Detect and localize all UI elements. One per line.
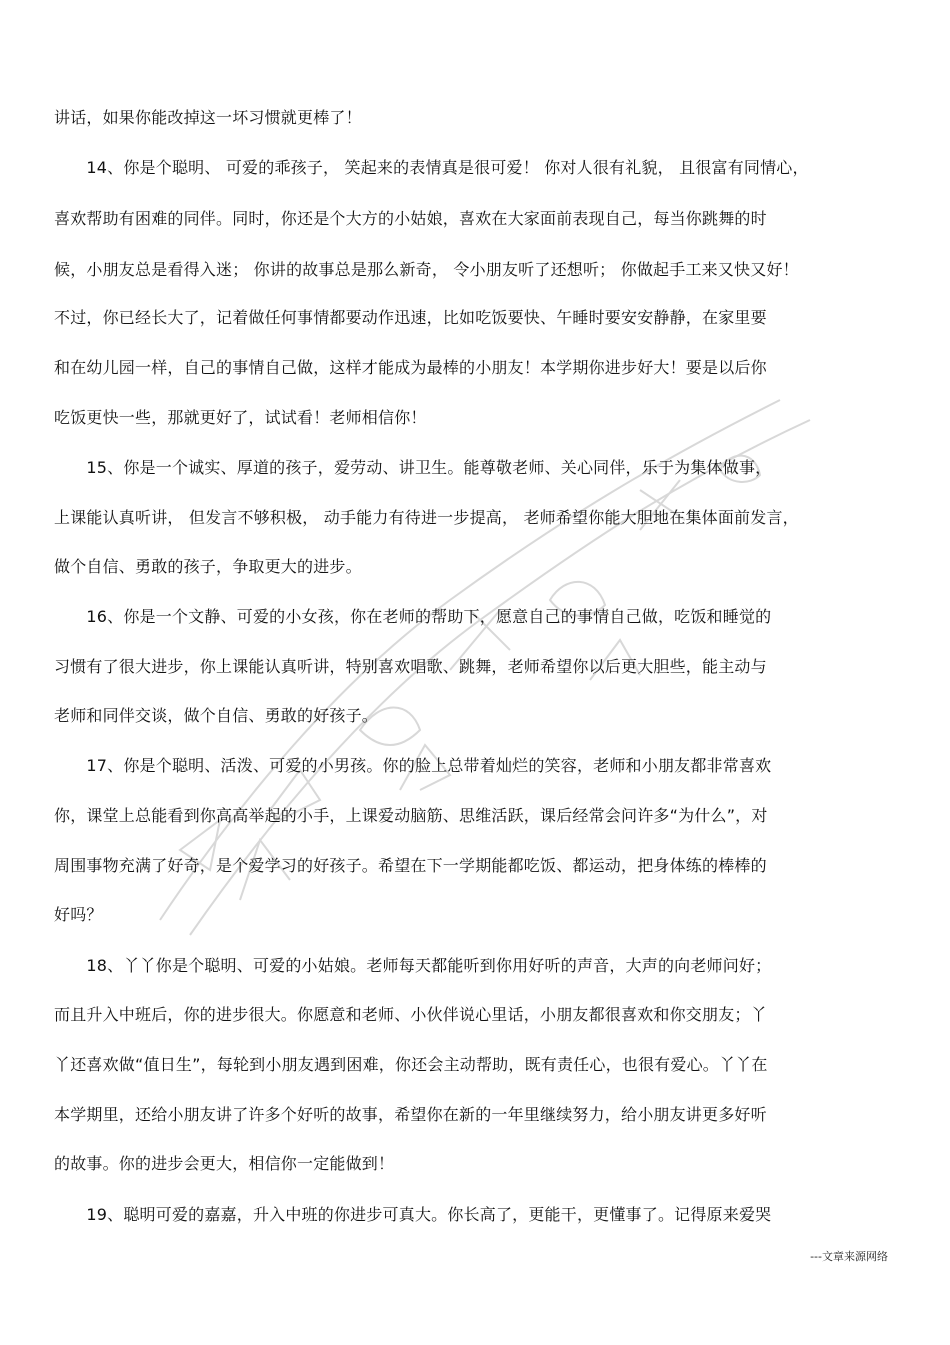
text-line: 讲话，如果你能改掉这一坏习惯就更棒了！: [54, 108, 362, 127]
text-line: 不过，你已经长大了，记着做任何事情都要动作迅速，比如吃饭要快、午睡时要安安静静，在家里要: [54, 308, 767, 327]
text-line: 的故事。你的进步会更大，相信你一定能做到！: [54, 1154, 395, 1173]
text-line: 你，课堂上总能看到你高高举起的小手，上课爱动脑筋、思维活跃，课后经常会问许多“为什么”，对: [54, 806, 768, 825]
text-line: 而且升入中班后，你的进步很大。你愿意和老师、小伙伴说心里话，小朋友都很喜欢和你交朋友；丫: [54, 1005, 767, 1024]
text-line: 17、你是个聪明、活泼、可爱的小男孩。你的脸上总带着灿烂的笑容，老师和小朋友都非常喜欢: [54, 756, 772, 775]
page-footer-source: ---文章来源网络: [810, 1250, 888, 1263]
text-line: 18、丫丫你是个聪明、可爱的小姑娘。老师每天都能听到你用好听的声音，大声的向老师问好；: [54, 956, 772, 975]
text-line: 喜欢帮助有困难的同伴。同时，你还是个大方的小姑娘，喜欢在大家面前表现自己，每当你跳舞的时: [54, 209, 767, 228]
text-line: 周围事物充满了好奇，是个爱学习的好孩子。希望在下一学期能都吃饭、都运动，把身体练的棒棒的: [54, 856, 767, 875]
text-line: 候，小朋友总是看得入迷； 你讲的故事总是那么新奇， 令小朋友听了还想听； 你做起手工来又快又好！: [54, 260, 799, 279]
text-line: 15、你是一个诚实、厚道的孩子，爱劳动、讲卫生。能尊敬老师、关心同伴，乐于为集体做事，: [54, 458, 772, 477]
text-line: 和在幼儿园一样，自己的事情自己做，这样才能成为最棒的小朋友！本学期你进步好大！要是以后你: [54, 358, 767, 377]
text-line: 丫还喜欢做“值日生”，每轮到小朋友遇到困难，你还会主动帮助，既有责任心，也很有爱心。丫丫在: [54, 1055, 768, 1074]
text-line: 吃饭更快一些，那就更好了，试试看！老师相信你！: [54, 408, 427, 427]
text-line: 19、聪明可爱的嘉嘉，升入中班的你进步可真大。你长高了，更能干，更懂事了。记得原来爱哭: [54, 1205, 772, 1224]
text-line: 做个自信、勇敢的孩子，争取更大的进步。: [54, 557, 362, 576]
text-line: 本学期里，还给小朋友讲了许多个好听的故事，希望你在新的一年里继续努力，给小朋友讲更多好听: [54, 1105, 767, 1124]
text-line: 好吗？: [54, 905, 103, 924]
text-line: 习惯有了很大进步，你上课能认真听讲，特别喜欢唱歌、跳舞，老师希望你以后更大胆些，能主动与: [54, 657, 767, 676]
text-line: 上课能认真听讲， 但发言不够积极， 动手能力有待进一步提高， 老师希望你能大胆地在集体面前发言，: [54, 508, 799, 527]
text-line: 14、你是个聪明、 可爱的乖孩子， 笑起来的表情真是很可爱！ 你对人很有礼貌， 且很富有同情心，: [54, 158, 809, 177]
text-line: 16、你是一个文静、可爱的小女孩，你在老师的帮助下，愿意自己的事情自己做，吃饭和睡觉的: [54, 607, 772, 626]
text-line: 老师和同伴交谈，做个自信、勇敢的好孩子。: [54, 706, 379, 725]
